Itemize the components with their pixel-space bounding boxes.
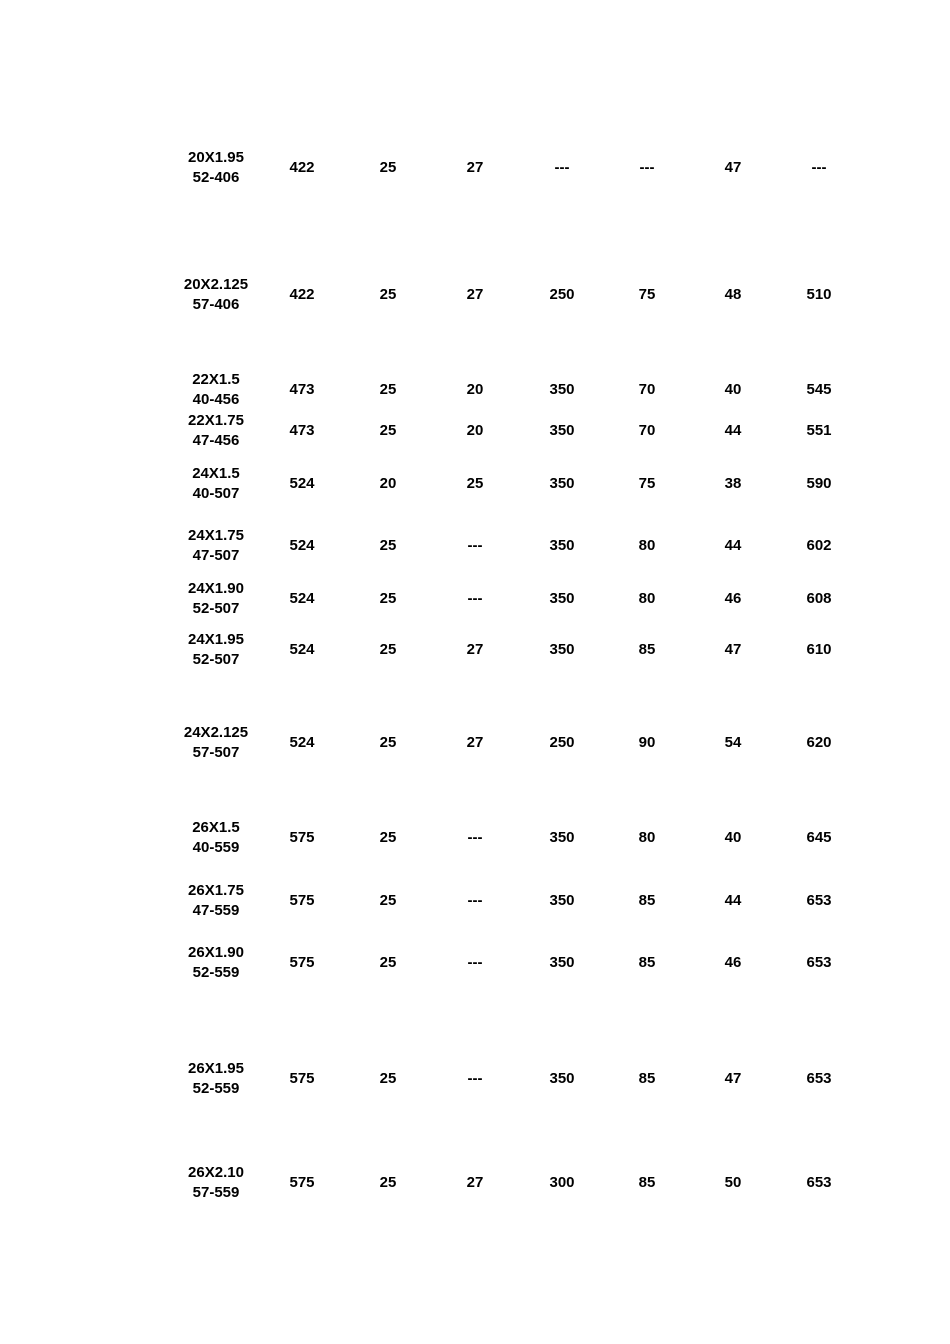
etrto-code: 40-456 <box>192 391 240 408</box>
value-cell: 602 <box>806 537 832 554</box>
table-row <box>0 577 950 621</box>
value-cell: 27 <box>466 1174 484 1191</box>
table-row <box>0 524 950 568</box>
value-cell: 422 <box>289 159 315 176</box>
value-cell: 25 <box>379 734 397 751</box>
value-cell: 608 <box>806 590 832 607</box>
value-cell: 80 <box>638 829 656 846</box>
value-cell: 44 <box>724 537 742 554</box>
etrto-code: 47-507 <box>192 547 240 564</box>
value-cell: 524 <box>289 734 315 751</box>
tire-size-cell <box>166 368 266 412</box>
value-cell: --- <box>554 159 570 176</box>
tire-size: 24X1.95 <box>188 631 244 648</box>
value-cell: 85 <box>638 954 656 971</box>
value-cell: 50 <box>724 1174 742 1191</box>
value-cell: 25 <box>379 954 397 971</box>
etrto-code: 47-456 <box>192 432 240 449</box>
value-cell: 575 <box>289 829 315 846</box>
value-cell: 473 <box>289 381 315 398</box>
value-cell: 44 <box>724 892 742 909</box>
tire-size-cell <box>166 1161 266 1205</box>
value-cell: 80 <box>638 590 656 607</box>
etrto-code: 57-406 <box>192 296 240 313</box>
value-cell: 25 <box>379 1070 397 1087</box>
value-cell: 47 <box>724 641 742 658</box>
value-cell: 75 <box>638 286 656 303</box>
tire-size-cell <box>166 941 266 985</box>
value-cell: 27 <box>466 286 484 303</box>
value-cell: 27 <box>466 641 484 658</box>
value-cell: --- <box>467 892 483 909</box>
value-cell: 46 <box>724 590 742 607</box>
tire-size: 26X1.75 <box>188 882 244 899</box>
value-cell: 473 <box>289 422 315 439</box>
value-cell: 54 <box>724 734 742 751</box>
tire-size-cell <box>166 816 266 860</box>
value-cell: 590 <box>806 475 832 492</box>
value-cell: 422 <box>289 286 315 303</box>
tire-size-cell <box>166 273 266 317</box>
etrto-code: 57-507 <box>192 744 240 761</box>
etrto-code: 52-507 <box>192 600 240 617</box>
value-cell: 524 <box>289 641 315 658</box>
value-cell: 350 <box>549 590 575 607</box>
value-cell: 25 <box>379 590 397 607</box>
value-cell: 350 <box>549 475 575 492</box>
value-cell: 620 <box>806 734 832 751</box>
tire-size: 20X1.95 <box>188 149 244 166</box>
value-cell: 25 <box>379 422 397 439</box>
value-cell: 47 <box>724 159 742 176</box>
value-cell: 80 <box>638 537 656 554</box>
tire-size-cell <box>166 721 266 765</box>
value-cell: --- <box>467 829 483 846</box>
etrto-code: 52-507 <box>192 651 240 668</box>
value-cell: 85 <box>638 1070 656 1087</box>
tire-size: 20X2.125 <box>183 276 249 293</box>
table-row <box>0 409 950 453</box>
value-cell: 653 <box>806 1070 832 1087</box>
value-cell: 350 <box>549 381 575 398</box>
value-cell: 350 <box>549 641 575 658</box>
value-cell: 27 <box>466 159 484 176</box>
value-cell: 70 <box>638 381 656 398</box>
value-cell: --- <box>467 1070 483 1087</box>
value-cell: 653 <box>806 1174 832 1191</box>
value-cell: 44 <box>724 422 742 439</box>
etrto-code: 52-559 <box>192 964 240 981</box>
value-cell: 545 <box>806 381 832 398</box>
value-cell: 250 <box>549 286 575 303</box>
value-cell: 524 <box>289 537 315 554</box>
value-cell: 350 <box>549 1070 575 1087</box>
tire-size-cell <box>166 524 266 568</box>
table-row <box>0 146 950 190</box>
value-cell: 25 <box>379 829 397 846</box>
etrto-code: 40-559 <box>192 839 240 856</box>
value-cell: --- <box>467 537 483 554</box>
value-cell: 645 <box>806 829 832 846</box>
value-cell: 653 <box>806 892 832 909</box>
table-row <box>0 816 950 860</box>
value-cell: 25 <box>379 641 397 658</box>
table-row <box>0 368 950 412</box>
tire-size-cell <box>166 409 266 453</box>
value-cell: 25 <box>466 475 484 492</box>
value-cell: 575 <box>289 1174 315 1191</box>
etrto-code: 52-406 <box>192 169 240 186</box>
tire-size: 22X1.5 <box>192 371 240 388</box>
etrto-code: 47-559 <box>192 902 240 919</box>
value-cell: 25 <box>379 892 397 909</box>
value-cell: 85 <box>638 892 656 909</box>
tire-size: 26X1.5 <box>192 819 240 836</box>
value-cell: 40 <box>724 829 742 846</box>
tire-size: 24X2.125 <box>183 724 249 741</box>
etrto-code: 52-559 <box>192 1080 240 1097</box>
table-row <box>0 273 950 317</box>
value-cell: 524 <box>289 590 315 607</box>
tire-size: 24X1.90 <box>188 580 244 597</box>
table-row <box>0 879 950 923</box>
value-cell: --- <box>811 159 827 176</box>
tire-size-cell <box>166 879 266 923</box>
tire-size: 22X1.75 <box>188 412 244 429</box>
value-cell: 75 <box>638 475 656 492</box>
table-row <box>0 1161 950 1205</box>
value-cell: 250 <box>549 734 575 751</box>
value-cell: 25 <box>379 1174 397 1191</box>
value-cell: 38 <box>724 475 742 492</box>
value-cell: 25 <box>379 537 397 554</box>
tire-size-cell <box>166 462 266 506</box>
value-cell: 575 <box>289 1070 315 1087</box>
value-cell: 27 <box>466 734 484 751</box>
value-cell: 575 <box>289 892 315 909</box>
value-cell: 350 <box>549 954 575 971</box>
value-cell: 20 <box>466 381 484 398</box>
tire-size-cell <box>166 146 266 190</box>
value-cell: 350 <box>549 537 575 554</box>
value-cell: 48 <box>724 286 742 303</box>
value-cell: 25 <box>379 159 397 176</box>
tire-size-cell <box>166 577 266 621</box>
etrto-code: 57-559 <box>192 1184 240 1201</box>
tire-size: 26X2.10 <box>188 1164 244 1181</box>
value-cell: 85 <box>638 641 656 658</box>
etrto-code: 40-507 <box>192 485 240 502</box>
value-cell: 47 <box>724 1070 742 1087</box>
table-row <box>0 462 950 506</box>
value-cell: 350 <box>549 829 575 846</box>
tire-size-cell <box>166 628 266 672</box>
value-cell: 551 <box>806 422 832 439</box>
value-cell: --- <box>467 590 483 607</box>
value-cell: 610 <box>806 641 832 658</box>
value-cell: 25 <box>379 381 397 398</box>
value-cell: 350 <box>549 422 575 439</box>
value-cell: 20 <box>379 475 397 492</box>
table-row <box>0 1057 950 1101</box>
tire-size: 26X1.90 <box>188 944 244 961</box>
value-cell: --- <box>639 159 655 176</box>
value-cell: 350 <box>549 892 575 909</box>
tire-size-cell <box>166 1057 266 1101</box>
value-cell: 70 <box>638 422 656 439</box>
value-cell: 524 <box>289 475 315 492</box>
value-cell: --- <box>467 954 483 971</box>
value-cell: 85 <box>638 1174 656 1191</box>
table-row <box>0 721 950 765</box>
value-cell: 25 <box>379 286 397 303</box>
tire-size: 26X1.95 <box>188 1060 244 1077</box>
value-cell: 20 <box>466 422 484 439</box>
value-cell: 300 <box>549 1174 575 1191</box>
value-cell: 40 <box>724 381 742 398</box>
value-cell: 575 <box>289 954 315 971</box>
table-row <box>0 628 950 672</box>
tire-size: 24X1.75 <box>188 527 244 544</box>
value-cell: 510 <box>806 286 832 303</box>
tire-size: 24X1.5 <box>192 465 240 482</box>
table-row <box>0 941 950 985</box>
value-cell: 653 <box>806 954 832 971</box>
value-cell: 90 <box>638 734 656 751</box>
value-cell: 46 <box>724 954 742 971</box>
